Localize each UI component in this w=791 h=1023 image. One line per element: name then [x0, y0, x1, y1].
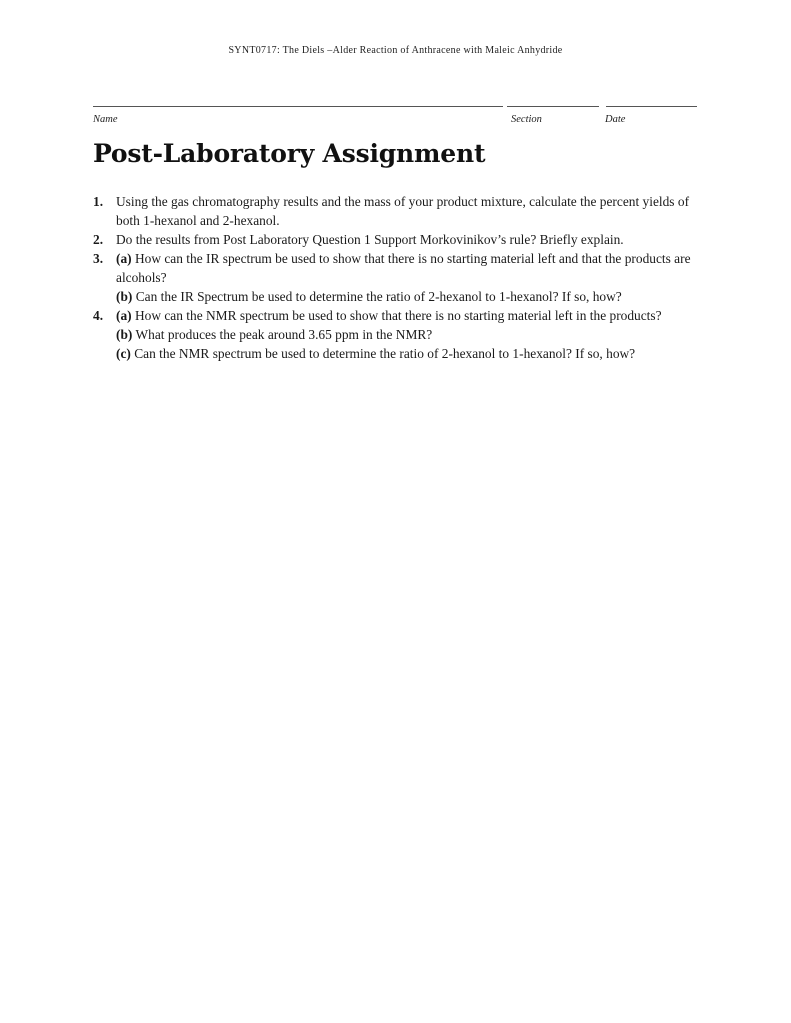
- section-label: Section: [511, 114, 542, 125]
- question-number: 3.: [93, 251, 104, 266]
- part-label: (a): [116, 251, 132, 266]
- name-underline: [93, 106, 503, 107]
- question-4: [93, 306, 703, 363]
- part-text: Can the NMR spectrum be used to determine the ratio of 2-hexanol to 1-hexanol? If so, how?: [134, 346, 636, 361]
- part-text: How can the IR spectrum be used to show that there is no starting material left and that the products are alcohols?: [116, 251, 691, 285]
- name-label: Name: [93, 114, 118, 125]
- date-underline: [606, 106, 697, 107]
- part-label: (a): [116, 308, 132, 323]
- question-1: [93, 192, 703, 230]
- question-part-b: [116, 325, 703, 344]
- question-part-c: [116, 344, 703, 363]
- part-text: What produces the peak around 3.65 ppm in the NMR?: [135, 327, 433, 342]
- question-number: 2.: [93, 232, 104, 247]
- question-list: [93, 192, 703, 363]
- question-2: [93, 230, 703, 249]
- part-text: How can the NMR spectrum be used to show that there is no starting material left in the products?: [134, 308, 662, 323]
- question-part-b: [116, 287, 703, 306]
- question-number: 4.: [93, 308, 104, 323]
- part-label: (c): [116, 346, 131, 361]
- question-text: Do the results from Post Laboratory Question 1 Support Morkovinikov’s rule? Briefly explain.: [116, 232, 624, 247]
- question-text: Using the gas chromatography results and the mass of your product mixture, calculate the percent yields of both 1-hexanol and 2-hexanol.: [116, 194, 690, 228]
- part-label: (b): [116, 327, 133, 342]
- date-label: Date: [605, 114, 626, 125]
- running-header: SYNT0717: The Diels –Alder Reaction of Anthracene with Maleic Anhydride: [228, 45, 563, 56]
- question-number: 1.: [93, 194, 104, 209]
- section-underline: [507, 106, 599, 107]
- page-title: Post-Laboratory Assignment: [93, 139, 486, 168]
- part-label: (b): [116, 289, 133, 304]
- question-part-a: [116, 249, 703, 287]
- question-3: [93, 249, 703, 306]
- part-text: Can the IR Spectrum be used to determine the ratio of 2-hexanol to 1-hexanol? If so, how?: [135, 289, 622, 304]
- question-part-a: [116, 306, 703, 325]
